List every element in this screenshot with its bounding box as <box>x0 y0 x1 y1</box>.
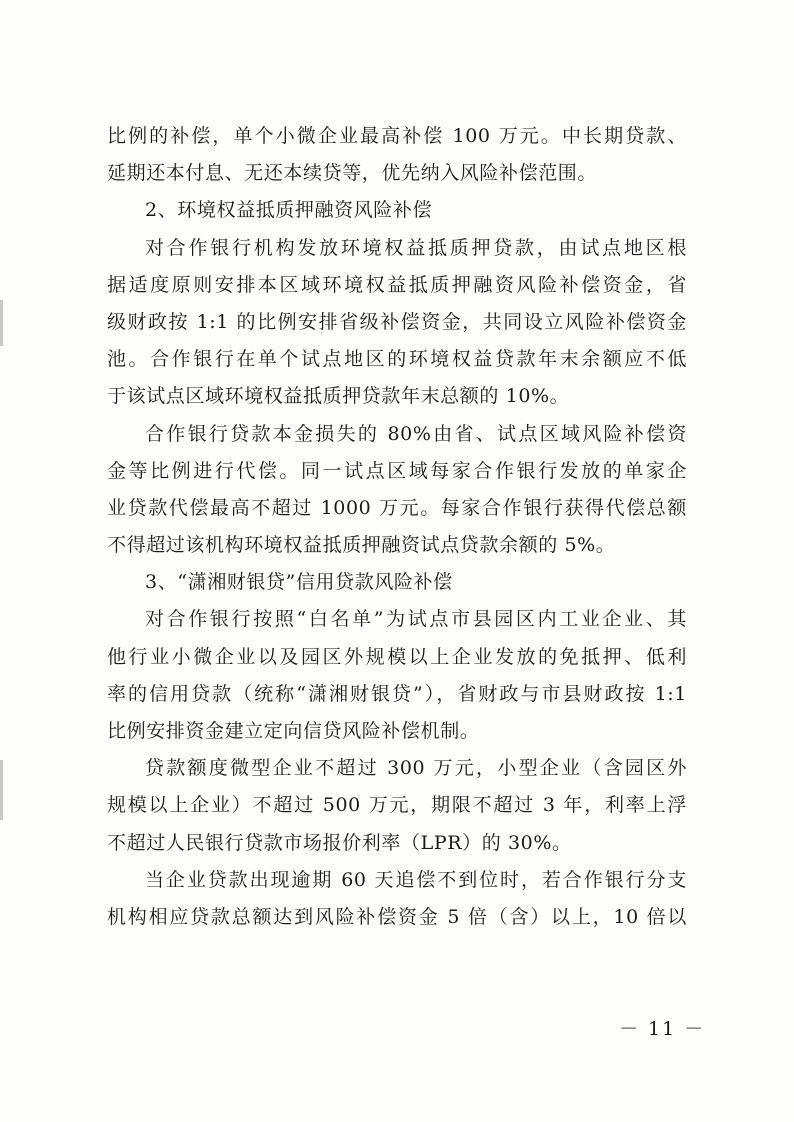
page-number: － 11 － <box>619 1018 706 1040</box>
text-line: 他行业小微企业以及园区外规模以上企业发放的免抵押、低利 <box>107 645 687 668</box>
text-line: 池。合作银行在单个试点地区的环境权益贷款年末余额应不低 <box>107 348 687 371</box>
text-line: 比例安排资金建立定向信贷风险补偿机制。 <box>107 720 480 742</box>
scan-edge-mark <box>0 300 3 346</box>
text-line: 金等比例进行代偿。同一试点区域每家合作银行发放的单家企 <box>107 459 687 482</box>
text-line: 比例的补偿，单个小微企业最高补偿 100 万元。中长期贷款、 <box>107 125 687 147</box>
text-line: 对合作银行机构发放环境权益抵质押贷款，由试点地区根 <box>145 236 687 259</box>
text-line: 于该试点区域环境权益抵质押贷款年末总额的 10%。 <box>107 385 570 408</box>
text-line: 级财政按 1:1 的比例安排省级补偿资金，共同设立风险补偿资金 <box>107 310 687 333</box>
text-line: 规模以上企业）不超过 500 万元，期限不超过 3 年，利率上浮 <box>107 794 687 817</box>
text-line: 不超过人民银行贷款市场报价利率（LPR）的 30%。 <box>107 831 572 854</box>
text-line: 据适度原则安排本区域环境权益抵质押融资风险补偿资金，省 <box>107 273 687 296</box>
text-line: 对合作银行按照“白名单”为试点市县园区内工业企业、其 <box>145 608 687 631</box>
text-line: 机构相应贷款总额达到风险补偿资金 5 倍（含）以上，10 倍以 <box>107 905 687 928</box>
text-line: 贷款额度微型企业不超过 300 万元，小型企业（含园区外 <box>145 757 687 780</box>
text-line: 合作银行贷款本金损失的 80%由省、试点区域风险补偿资 <box>145 422 687 445</box>
text-line: 2、环境权益抵质押融资风险补偿 <box>145 199 433 222</box>
document-body <box>107 118 687 936</box>
scan-edge-mark <box>0 760 3 820</box>
text-line: 延期还本付息、无还本续贷等，优先纳入风险补偿范围。 <box>107 162 598 185</box>
text-line: 率的信用贷款（统称“潇湘财银贷”），省财政与市县财政按 1:1 <box>107 682 687 705</box>
text-line: 业贷款代偿最高不超过 1000 万元。每家合作银行获得代偿总额 <box>107 496 687 519</box>
text-line: 当企业贷款出现逾期 60 天追偿不到位时，若合作银行分支 <box>145 868 687 891</box>
text-line: 不得超过该机构环境权益抵质押融资试点贷款余额的 5%。 <box>107 534 616 557</box>
text-line: 3、“潇湘财银贷”信用贷款风险补偿 <box>145 571 453 594</box>
